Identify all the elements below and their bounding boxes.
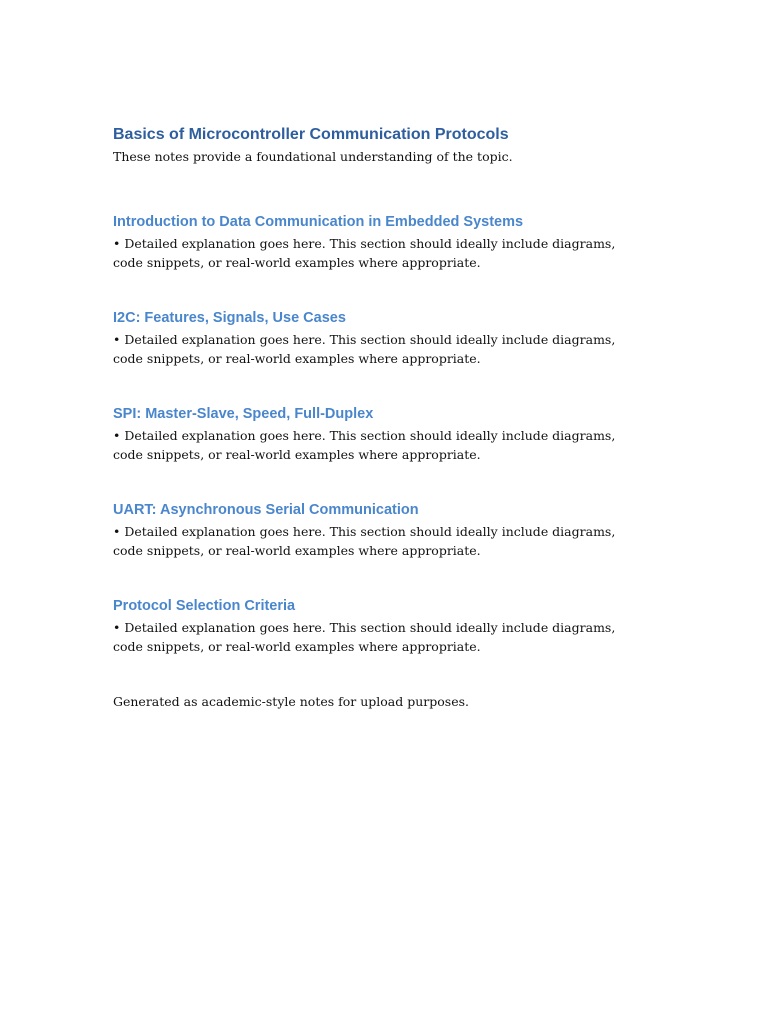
section-protocol-selection — [113, 596, 633, 656]
section-i2c — [113, 308, 633, 368]
section-heading: I2C: Features, Signals, Use Cases — [113, 310, 346, 326]
section-body: • Detailed explanation goes here. This section should ideally include diagrams, code snippets, or real-world examples where appropriate. — [113, 236, 616, 270]
section-heading: UART: Asynchronous Serial Communication — [113, 502, 419, 518]
document-content — [113, 125, 633, 711]
section-body: • Detailed explanation goes here. This section should ideally include diagrams, code snippets, or real-world examples where appropriate. — [113, 620, 616, 654]
section-uart — [113, 500, 633, 560]
section-heading: SPI: Master-Slave, Speed, Full-Duplex — [113, 406, 374, 422]
section-heading: Introduction to Data Communication in Embedded Systems — [113, 214, 524, 230]
document-title: Basics of Microcontroller Communication Protocols — [113, 126, 509, 143]
section-body: • Detailed explanation goes here. This section should ideally include diagrams, code snippets, or real-world examples where appropriate. — [113, 428, 616, 462]
section-body: • Detailed explanation goes here. This section should ideally include diagrams, code snippets, or real-world examples where appropriate. — [113, 524, 616, 558]
section-introduction — [113, 212, 633, 272]
footer-note: Generated as academic-style notes for upload purposes. — [113, 694, 469, 709]
section-body: • Detailed explanation goes here. This section should ideally include diagrams, code snippets, or real-world examples where appropriate. — [113, 332, 616, 366]
section-heading: Protocol Selection Criteria — [113, 598, 296, 614]
section-spi — [113, 404, 633, 464]
sections-list — [113, 212, 633, 656]
document-subtitle: These notes provide a foundational understanding of the topic. — [113, 149, 513, 164]
